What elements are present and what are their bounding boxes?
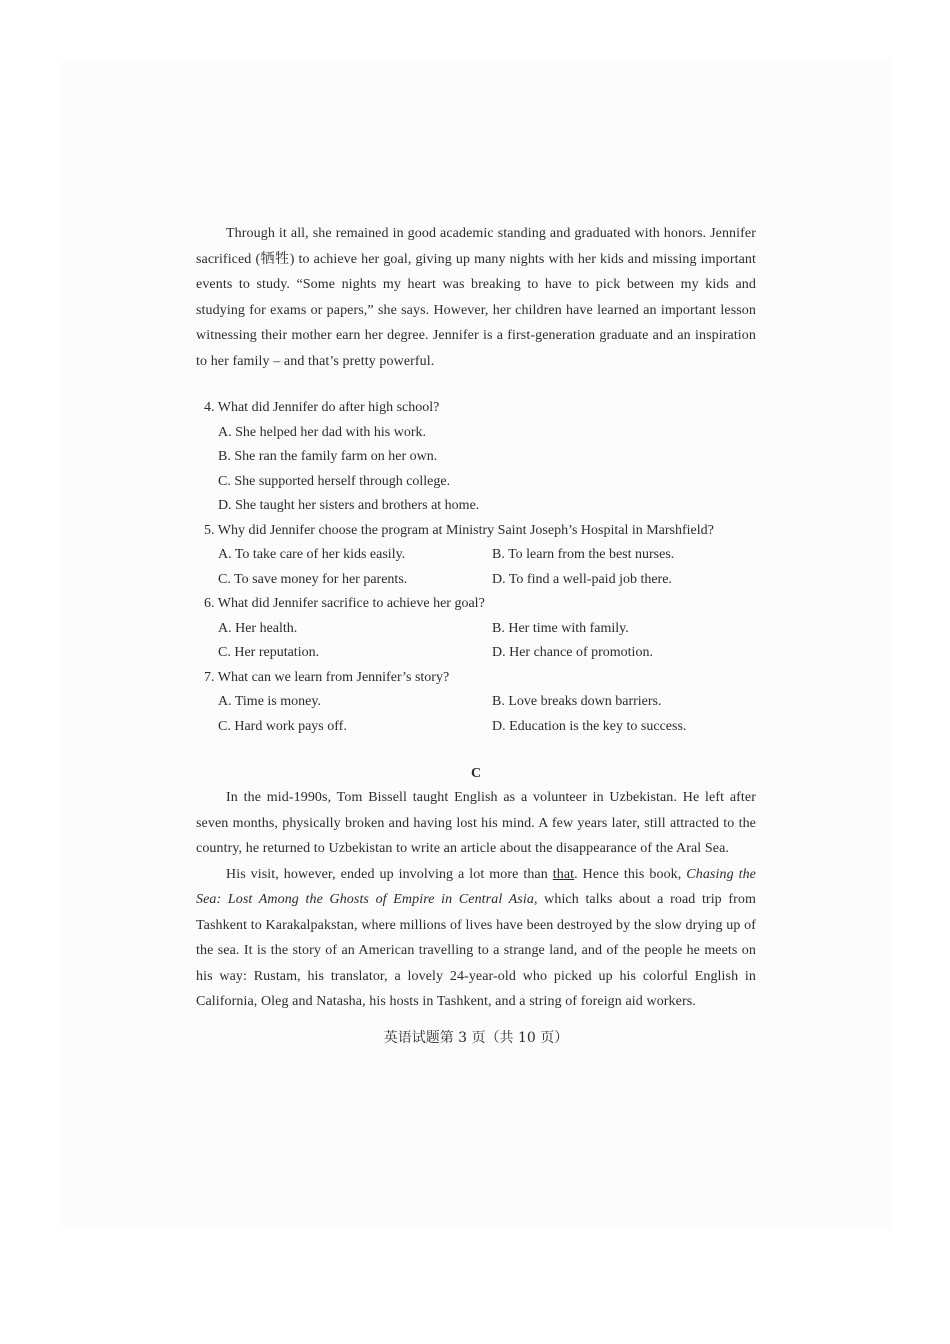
option-a: A. To take care of her kids easily. (218, 547, 406, 562)
passage-c-paragraph-1: In the mid-1990s, Tom Bissell taught English as a volunteer in Uzbekistan. He left after seven months, physically broken and having lost his mind. A few years later, still attracted to the country, he returned to Uzbekistan to write an article about the disappearance of the Aral Sea. (196, 790, 756, 856)
question-7 (196, 666, 756, 740)
option-c: C. Hard work pays off. (218, 718, 347, 734)
option-c: C. She supported herself through college. (218, 473, 451, 489)
text-run: , which talks about a road trip from Tashkent to Karakalpakstan, where millions of lives have been destroyed by the slow drying up of the sea. It is the story of an American travelling to a strange land, and of the people he meets on his way: Rustam, his translator, a lovely 24-year-old who picked up his colorful English in California, Oleg and Natasha, his hosts in Tashkent, and a string of foreign aid workers. (196, 892, 756, 1009)
question-5 (196, 519, 756, 593)
option-row (196, 715, 756, 740)
option-row (196, 641, 756, 666)
text-run: His visit, however, ended up involving a lot more than (226, 866, 553, 882)
question-6 (196, 592, 756, 666)
option-row (196, 568, 756, 593)
option-a: A. Her health. (218, 620, 298, 636)
underlined-word: that (552, 866, 575, 882)
option-d: D. To find a well-paid job there. (492, 571, 672, 587)
text-run: . Hence this book, (574, 866, 687, 882)
option-a: A. Time is money. (218, 694, 321, 709)
option-d: D. She taught her sisters and brothers at home. (218, 498, 480, 513)
option-a: A. She helped her dad with his work. (218, 424, 427, 440)
option-c: C. Her reputation. (218, 645, 320, 660)
question-stem: 7. What can we learn from Jennifer’s story? (204, 669, 450, 685)
option-b: B. To learn from the best nurses. (492, 547, 675, 562)
option-b: B. Her time with family. (492, 620, 629, 636)
passage-b-final-paragraph: Through it all, she remained in good academic standing and graduated with honors. Jennifer sacrificed (牺牲) to achieve her goal, giving up many nights with her kids and missing important events to study. “Some nights my heart was breaking to have to pick between my kids and studying for exams or papers,” she says. However, her children have learned an important lesson witnessing their mother earn her degree. Jennifer is a first-generation graduate and an inspiration to her family – and that’s pretty powerful. (196, 226, 756, 369)
option-row (196, 690, 756, 715)
page-content (196, 221, 756, 1049)
option-row (196, 617, 756, 642)
question-4 (196, 396, 756, 519)
option-d: D. Her chance of promotion. (492, 645, 653, 660)
option-b: B. Love breaks down barriers. (492, 694, 662, 709)
page-footer: 英语试题第 3 页（共 10 页） (383, 1029, 569, 1046)
book-title: Chasing the Sea: Lost Among the Ghosts of Empire in Central Asia (196, 866, 756, 907)
question-stem: 4. What did Jennifer do after high school? (204, 400, 440, 415)
option-c: C. To save money for her parents. (218, 571, 408, 587)
option-b: B. She ran the family farm on her own. (218, 449, 438, 464)
question-list (196, 396, 756, 739)
section-title-c: C (470, 766, 482, 781)
question-stem: 5. Why did Jennifer choose the program at Ministry Saint Joseph’s Hospital in Marshfield? (204, 522, 714, 538)
option-d: D. Education is the key to success. (492, 718, 687, 734)
passage-c-paragraph-2 (196, 862, 756, 1015)
question-stem: 6. What did Jennifer sacrifice to achieve her goal? (204, 596, 485, 611)
option-row (196, 543, 756, 568)
